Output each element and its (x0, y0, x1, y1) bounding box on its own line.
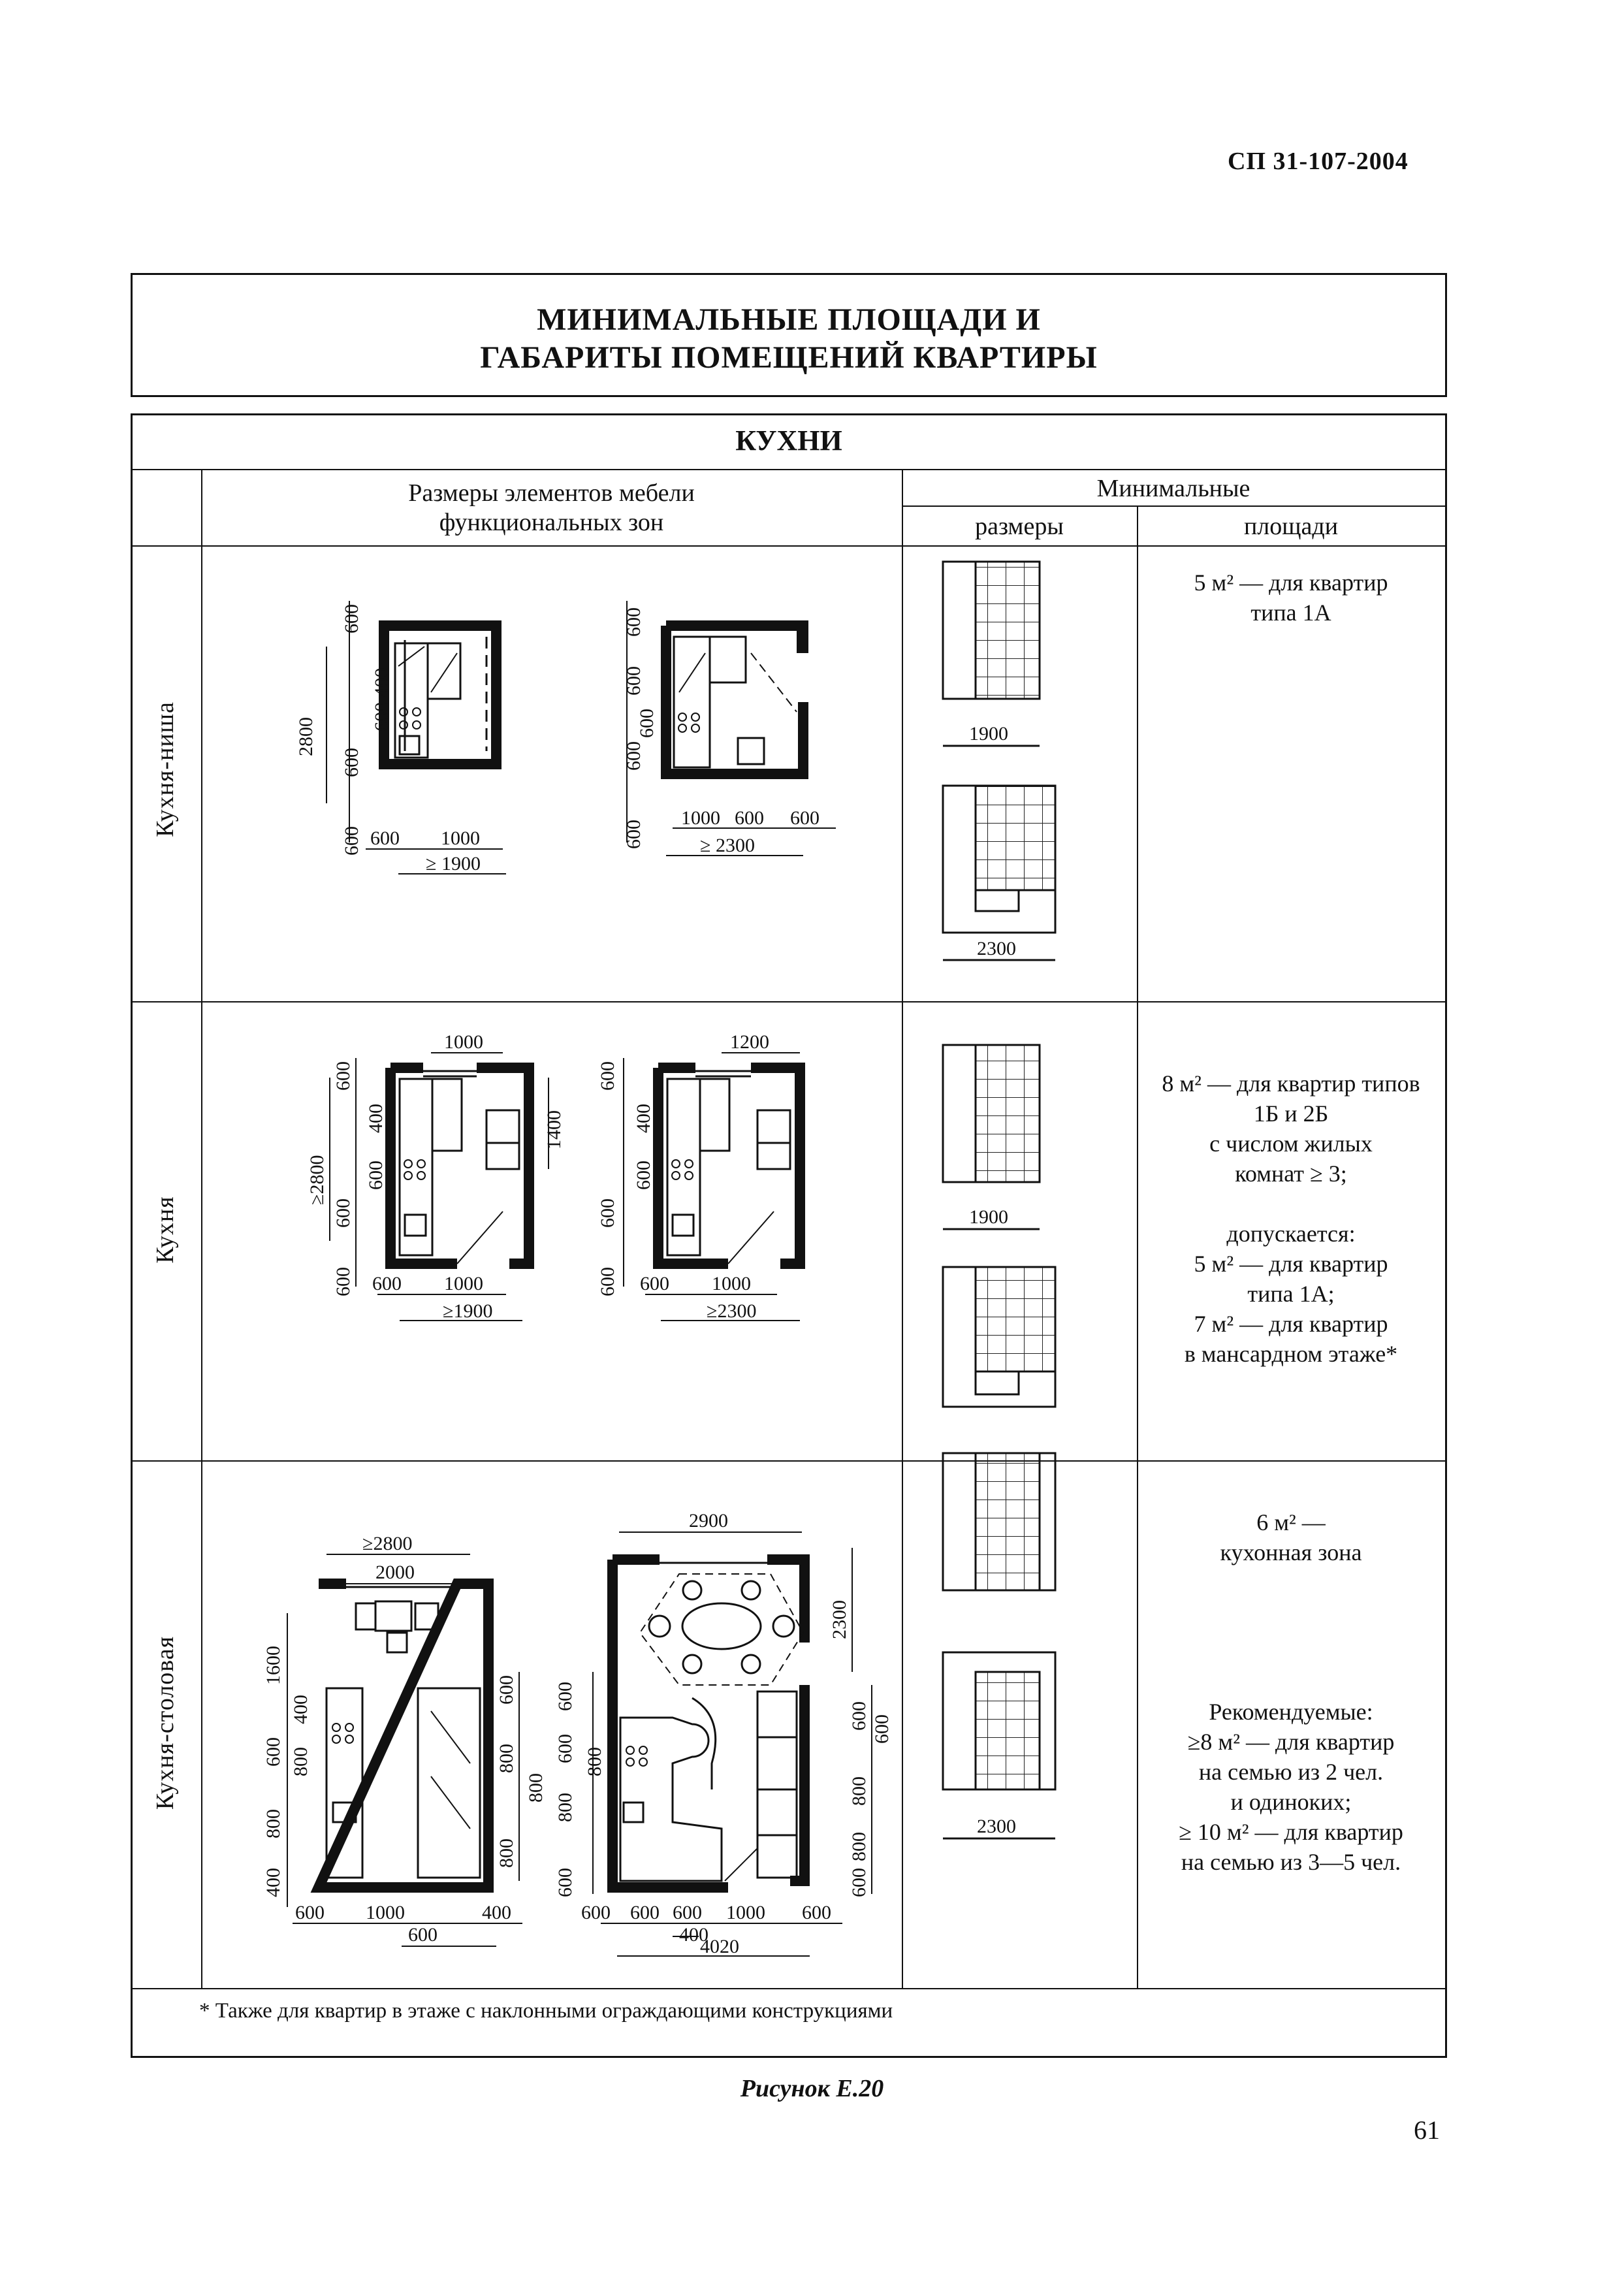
plan-niche-2 (666, 620, 808, 774)
svg-text:800: 800 (496, 1744, 517, 1773)
svg-text:600: 600 (633, 1161, 654, 1190)
svg-text:600: 600 (597, 1061, 618, 1091)
svg-text:≥ 2300: ≥ 2300 (700, 835, 755, 856)
svg-text:1000: 1000 (441, 827, 480, 849)
dimension-labels-row1 (295, 604, 820, 874)
svg-text:600: 600 (341, 604, 362, 633)
area-text-row1: 5 м² — для квартир типа 1А (1194, 569, 1388, 626)
page-number: 61 (1414, 2115, 1440, 2145)
grid-dim-1900-row2: 1900 (969, 1206, 1008, 1228)
svg-text:800: 800 (584, 1747, 605, 1776)
svg-text:≥2800: ≥2800 (306, 1155, 328, 1205)
svg-text:600: 600 (554, 1682, 576, 1711)
svg-text:2900: 2900 (689, 1510, 728, 1531)
svg-text:600: 600 (790, 807, 820, 829)
svg-text:600: 600 (332, 1198, 354, 1228)
svg-text:4020: 4020 (700, 1936, 739, 1957)
svg-text:400: 400 (482, 1902, 511, 1923)
title-line-1: МИНИМАЛЬНЫЕ ПЛОЩАДИ И (537, 302, 1041, 337)
svg-text:800: 800 (554, 1793, 576, 1822)
grid-dim-1900-row1: 1900 (969, 723, 1008, 745)
plan-dining-2 (613, 1560, 804, 1887)
col-header-sizes: размеры (975, 513, 1064, 540)
title-line-2: ГАБАРИТЫ ПОМЕЩЕНИЙ КВАРТИРЫ (480, 340, 1098, 375)
svg-text:≥2300: ≥2300 (707, 1300, 757, 1322)
figure-caption: Рисунок Е.20 (740, 2075, 884, 2102)
svg-text:1000: 1000 (726, 1902, 765, 1923)
svg-text:800: 800 (496, 1838, 517, 1868)
svg-text:600: 600 (332, 1061, 354, 1091)
document-code: СП 31-107-2004 (1228, 148, 1409, 175)
svg-text:600: 600 (848, 1868, 870, 1897)
svg-text:2000: 2000 (375, 1562, 415, 1583)
svg-text:400: 400 (365, 1104, 387, 1133)
section-title: КУХНИ (735, 425, 842, 457)
svg-text:400: 400 (679, 1924, 709, 1946)
svg-text:600: 600 (341, 748, 362, 777)
svg-text:600: 600 (496, 1675, 517, 1705)
grid-plan-1900-row1 (943, 562, 1040, 746)
svg-text:1000: 1000 (712, 1273, 751, 1294)
col-header-minimal: Минимальные (1096, 475, 1250, 502)
plan-kitchen-1 (390, 1068, 529, 1264)
plan-dining-1 (319, 1584, 488, 1887)
area-text-row2: 8 м² — для квартир типов 1Б и 2Б с числом жилых комнат ≥ 3; допускается: 5 м² — для квартир типа 1А; 7 м² — для квартир в мансардном этаже* (1162, 1070, 1420, 1367)
svg-text:600: 600 (871, 1714, 893, 1744)
svg-text:1000: 1000 (366, 1902, 405, 1923)
area-text-row3-b: Рекомендуемые: ≥8 м² — для квартир на семью из 2 чел. и одиноких; ≥ 10 м² — для квартир на семью из 3—5 чел. (1179, 1699, 1403, 1875)
svg-text:1000: 1000 (444, 1273, 483, 1294)
plan-niche-1 (384, 626, 496, 764)
svg-text:2800: 2800 (295, 717, 317, 756)
grid-plan-2300-row2 (943, 1267, 1055, 1407)
grid-plan-row3-top (943, 1453, 1055, 1590)
svg-text:600: 600 (332, 1267, 354, 1296)
svg-text:1000: 1000 (444, 1031, 483, 1053)
svg-text:1200: 1200 (730, 1031, 769, 1053)
svg-text:600: 600 (623, 741, 645, 771)
svg-text:800: 800 (263, 1809, 284, 1838)
svg-text:600: 600 (597, 1267, 618, 1296)
svg-text:600: 600 (581, 1902, 611, 1923)
svg-text:600: 600 (673, 1902, 702, 1923)
svg-text:600: 600 (597, 1198, 618, 1228)
svg-text:600: 600 (554, 1734, 576, 1763)
col-header-areas: площади (1243, 513, 1339, 540)
grid-plan-2300-row3 (943, 1652, 1055, 1838)
svg-text:800: 800 (290, 1747, 311, 1776)
footnote: * Также для квартир в этаже с наклонными ограждающими конструкциями (199, 1999, 893, 2023)
svg-text:1000: 1000 (681, 807, 720, 829)
plan-kitchen-1-dimensions (330, 1053, 549, 1321)
svg-text:≥2800: ≥2800 (362, 1533, 413, 1554)
row-label-kitchen: Кухня (151, 1196, 179, 1264)
area-text-row3-a: 6 м² — кухонная зона (1220, 1509, 1362, 1565)
col-header-furniture-1: Размеры элементов мебели (408, 479, 695, 507)
svg-text:2300: 2300 (829, 1600, 850, 1639)
svg-text:600: 600 (735, 807, 764, 829)
row-label-kitchen-dining: Кухня-столовая (151, 1635, 179, 1810)
svg-text:600: 600 (630, 1902, 660, 1923)
svg-text:600: 600 (341, 826, 362, 856)
svg-text:600: 600 (623, 820, 645, 849)
svg-text:600: 600 (370, 827, 400, 849)
svg-text:1400: 1400 (543, 1110, 565, 1149)
svg-text:600: 600 (263, 1737, 284, 1767)
row-label-kitchen-niche: Кухня-ниша (151, 701, 179, 837)
svg-text:≥1900: ≥1900 (443, 1300, 493, 1322)
svg-text:600: 600 (295, 1902, 325, 1923)
svg-text:600: 600 (802, 1902, 831, 1923)
svg-text:600: 600 (636, 709, 658, 738)
svg-text:600 400: 600 400 (371, 667, 392, 731)
svg-text:600: 600 (365, 1161, 387, 1190)
grid-dim-2300-row1: 2300 (977, 938, 1016, 959)
svg-text:400: 400 (263, 1868, 284, 1897)
svg-text:600: 600 (623, 607, 645, 637)
svg-text:400: 400 (290, 1695, 311, 1724)
svg-text:800: 800 (848, 1776, 870, 1806)
svg-text:800: 800 (848, 1832, 870, 1861)
grid-dim-2300-row3: 2300 (977, 1816, 1016, 1837)
grid-plan-1900-row2 (943, 1045, 1040, 1229)
grid-plan-2300-row1 (943, 786, 1055, 960)
svg-text:≥ 1900: ≥ 1900 (426, 853, 481, 874)
svg-text:600: 600 (848, 1701, 870, 1731)
svg-text:1600: 1600 (263, 1646, 284, 1685)
col-header-furniture-2: функциональных зон (439, 509, 664, 536)
svg-text:600: 600 (408, 1924, 438, 1946)
svg-text:600: 600 (554, 1868, 576, 1897)
svg-text:600: 600 (623, 666, 645, 696)
svg-text:400: 400 (633, 1104, 654, 1133)
svg-text:600: 600 (372, 1273, 402, 1294)
svg-text:600: 600 (640, 1273, 669, 1294)
plan-kitchen-2 (658, 1068, 800, 1264)
svg-text:800: 800 (525, 1773, 547, 1803)
